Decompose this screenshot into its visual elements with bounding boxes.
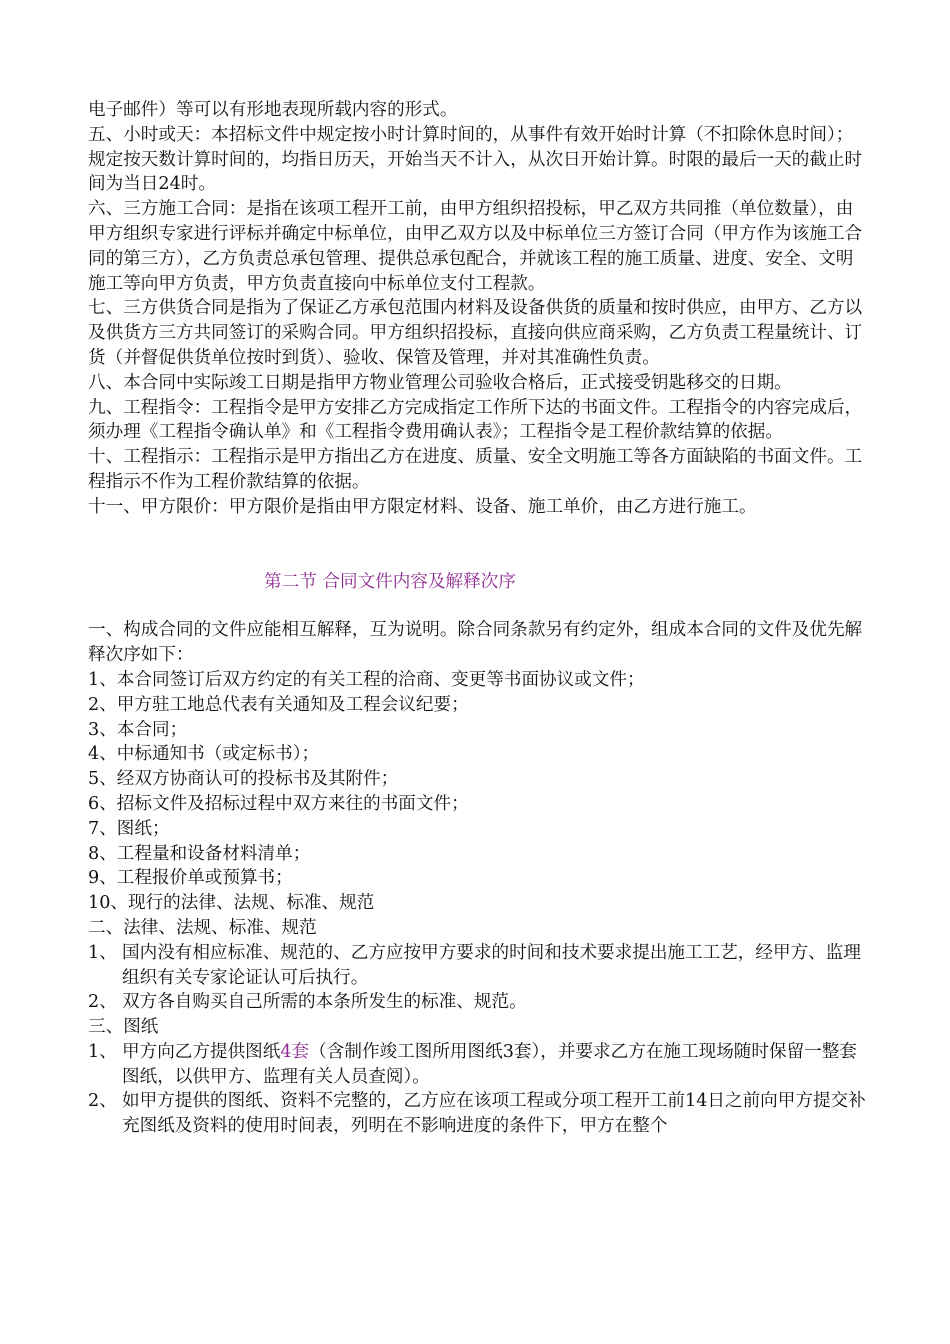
list-item: 3、本合同； (88, 719, 188, 740)
drawing-item (88, 1040, 868, 1090)
paragraph-email-definition: 电子邮件）等可以有形地表现所载内容的形式。 (88, 100, 458, 120)
item-number: 1、 (88, 1041, 117, 1062)
item-number: 2、 (88, 992, 117, 1013)
paragraph-document-order: 一、构成合同的文件应能相互解释，互为说明。除合同条款另有约定外，组成本合同的文件及优先解释次序如下： (88, 620, 863, 666)
list-item: 9、工程报价单或预算书； (88, 868, 293, 889)
list-item: 10、现行的法律、法规、标准、规范 (88, 893, 375, 914)
item-text: 国内没有相应标准、规范的、乙方应按甲方要求的时间和技术要求提出施工工艺，经甲方、监理组织有关专家论证认可后执行。 (122, 942, 861, 988)
paragraph-hours-days: 五、小时或天：本招标文件中规定按小时计算时间的，从事件有效开始时计算（不扣除休息时间）；规定按天数计算时间的，均指日历天，开始当天不计入，从次日开始计算。时限的最后一天的截止时间为当日24时。 (88, 124, 863, 195)
list-item: 6、招标文件及招标过程中双方来往的书面文件； (88, 793, 469, 814)
drawing-item (88, 1089, 868, 1139)
paragraph-completion-date: 八、本合同中实际竣工日期是指甲方物业管理公司验收合格后，正式接受钥匙移交的日期。 (88, 372, 792, 393)
list-item: 2、甲方驻工地总代表有关通知及工程会议纪要； (88, 694, 469, 715)
subsection-title-laws: 二、法律、法规、标准、规范 (88, 917, 317, 938)
list-item: 8、工程量和设备材料清单； (88, 843, 311, 864)
item-text: 如甲方提供的图纸、资料不完整的，乙方应在该项工程或分项工程开工前14日之前向甲方提交补充图纸及资料的使用时间表，列明在不影响进度的条件下，甲方在整个 (122, 1091, 866, 1137)
paragraph-tripartite-construction: 六、三方施工合同：是指在该项工程开工前，由甲方组织招投标，甲乙双方共同推（单位数量），由甲方组织专家进行评标并确定中标单位，由甲乙双方以及中标单位三方签订合同（甲方作为该施工合同的第三方），乙方负责总承包管理、提供总承包配合，并就该工程的施工质量、进度、安全、文明施工等向甲方负责，甲方负责直接向中标单位支付工程款。 (88, 199, 863, 294)
item-number: 2、 (88, 1091, 117, 1112)
paragraph-engineering-order: 九、工程指令：工程指令是甲方安排乙方完成指定工作所下达的书面文件。工程指令的内容完成后，须办理《工程指令确认单》和《工程指令费用确认表》；工程指令是工程价款结算的依据。 (88, 397, 863, 443)
item-number: 1、 (88, 942, 117, 963)
list-item: 1、本合同签订后双方约定的有关工程的洽商、变更等书面协议或文件； (88, 669, 645, 690)
item-text-after: （含制作竣工图所用图纸3套），并要求乙方在施工现场随时保留一整套图纸，以供甲方、监理有关人员查阅）。 (122, 1041, 857, 1087)
section-heading: 第二节 合同文件内容及解释次序 (264, 571, 516, 592)
list-item: 7、图纸； (88, 818, 170, 839)
item-text-before: 甲方向乙方提供图纸 (122, 1041, 281, 1062)
item-text (122, 1040, 868, 1090)
list-item: 4、中标通知书（或定标书）； (88, 744, 320, 765)
paragraph-price-limit: 十一、甲方限价：甲方限价是指由甲方限定材料、设备、施工单价，由乙方进行施工。 (88, 496, 757, 517)
highlighted-quantity: 4套 (280, 1041, 310, 1062)
paragraph-tripartite-supply: 七、三方供货合同是指为了保证乙方承包范围内材料及设备供货的质量和按时供应，由甲方、乙方以及供货方三方共同签订的采购合同。甲方组织招投标，直接向供应商采购，乙方负责工程量统计、订货（并督促供货单位按时到货）、验收、保管及管理，并对其准确性负责。 (88, 298, 863, 368)
item-text: 双方各自购买自己所需的本条所发生的标准、规范。 (122, 992, 527, 1013)
law-item (88, 941, 868, 991)
document-page (88, 98, 868, 1139)
list-item: 5、经双方协商认可的投标书及其附件； (88, 769, 399, 790)
law-item (88, 990, 868, 1015)
subsection-title-drawings: 三、图纸 (88, 1017, 159, 1038)
paragraph-engineering-instruction: 十、工程指示：工程指示是甲方指出乙方在进度、质量、安全文明施工等各方面缺陷的书面文件。工程指示不作为工程价款结算的依据。 (88, 447, 863, 492)
